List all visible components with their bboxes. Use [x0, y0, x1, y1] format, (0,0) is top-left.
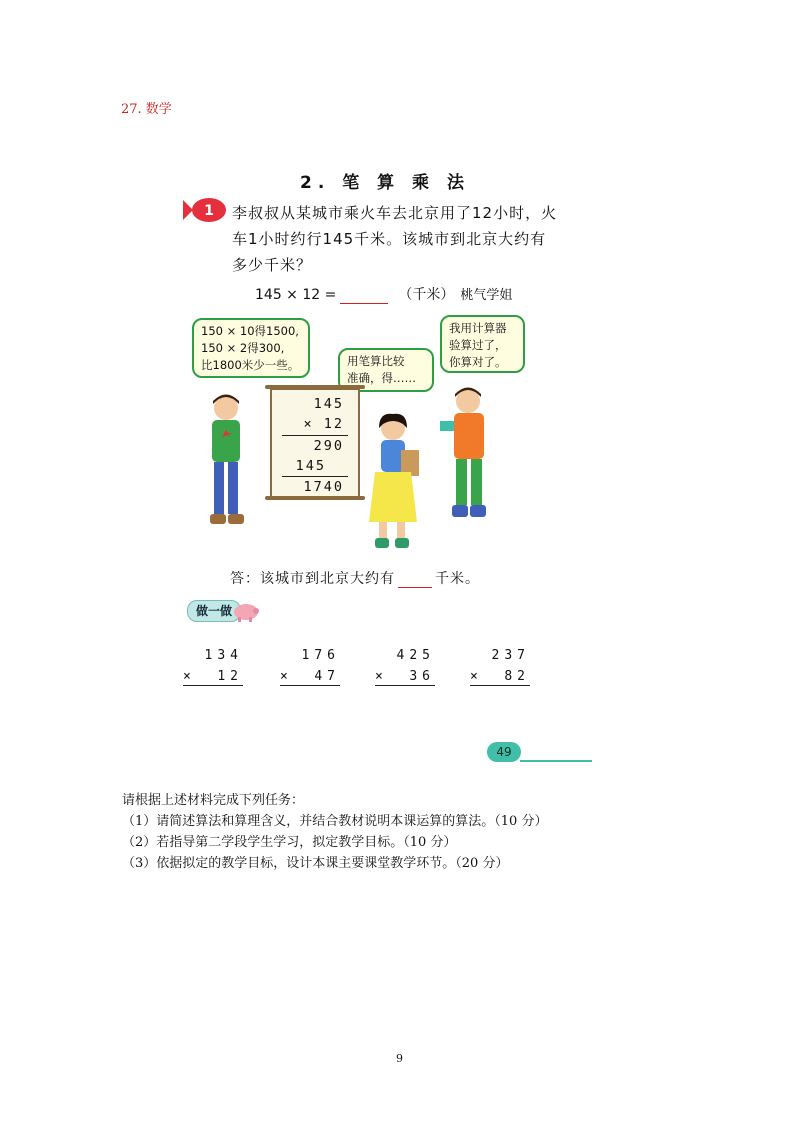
bubble-line: 150 × 2得300, [201, 341, 285, 355]
board-bottom-rod [265, 496, 365, 500]
page-footer-number: 9 [396, 1052, 403, 1065]
pig-icon [232, 600, 260, 622]
calc-line-4: 145 [295, 458, 326, 474]
practice-problem-1 [183, 648, 243, 686]
task-list [122, 790, 547, 874]
textbook-page-number: 49 [487, 742, 521, 762]
bubble-line: 用笔算比较 [347, 354, 405, 368]
practice-top: 425 [396, 648, 435, 663]
bubble-line: 150 × 10得1500, [201, 324, 299, 338]
watermark: 桃气学姐 [460, 288, 513, 303]
practice-underline [470, 685, 530, 686]
speech-bubble-left [192, 318, 310, 378]
fish-number-icon [183, 197, 227, 223]
boy-left-illustration [198, 392, 258, 537]
equation [255, 284, 512, 304]
bubble-line: 比1800米少一些。 [201, 358, 300, 372]
bubble-line: 验算过了， [449, 338, 507, 352]
practice-problem-3 [375, 648, 435, 686]
bubble-line: 我用计算器 [449, 321, 507, 335]
calc-line-5: 1740 [303, 479, 344, 495]
equation-left: 145 × 12 = [255, 287, 337, 303]
problem-number: 1 [204, 203, 214, 219]
practice-underline [183, 685, 243, 686]
practice-bottom: 82 [504, 669, 530, 684]
page-number-rule [520, 760, 592, 762]
answer-line [230, 568, 480, 588]
practice-underline [280, 685, 340, 686]
calc-line-3: 290 [313, 438, 344, 454]
question-number: 27. 数学 [121, 102, 172, 117]
calc-line-1: 145 [313, 396, 344, 412]
boy-right-illustration [438, 385, 498, 533]
answer-prefix: 答：该城市到北京大约有 [230, 571, 395, 587]
practice-op: × [183, 669, 196, 684]
calculation-board [270, 388, 360, 498]
practice-op: × [280, 669, 293, 684]
equation-unit: （千米） [398, 287, 455, 303]
practice-bottom: 36 [409, 669, 435, 684]
calc-rule [282, 435, 348, 436]
practice-bottom: 12 [217, 669, 243, 684]
practice-top: 134 [204, 648, 243, 663]
equation-blank [340, 289, 388, 304]
speech-bubble-right [440, 315, 525, 373]
practice-top: 176 [301, 648, 340, 663]
girl-illustration [365, 412, 425, 552]
task-intro: 请根据上述材料完成下列任务： [122, 793, 305, 808]
bubble-line: 准确，得…… [347, 371, 416, 385]
answer-suffix: 千米。 [435, 571, 480, 587]
practice-problem-4 [470, 648, 530, 686]
practice-underline [375, 685, 435, 686]
section-title: 2. 笔 算 乘 法 [300, 173, 470, 193]
calc-line-2: × 12 [303, 416, 344, 432]
problem-text: 李叔叔从某城市乘火车去北京用了12小时，火车1小时约行145千米。该城市到北京大约有多少千米？ [232, 204, 558, 274]
practice-top: 237 [491, 648, 530, 663]
practice-op: × [470, 669, 483, 684]
practice-problem-2 [280, 648, 340, 686]
task-item: （1）请简述算法和算理含义，并结合教材说明本课运算的算法。（10 分） [122, 814, 548, 829]
bubble-line: 你算对了。 [449, 355, 507, 369]
practice-op: × [375, 669, 388, 684]
task-item: （2）若指导第二学段学生学习，拟定教学目标。（10 分） [122, 835, 457, 850]
answer-blank [398, 574, 432, 588]
practice-bottom: 47 [314, 669, 340, 684]
task-item: （3）依据拟定的教学目标，设计本课主要课堂教学环节。（20 分） [122, 856, 509, 871]
practice-badge: 做一做 [187, 600, 241, 622]
calc-rule [282, 476, 348, 477]
